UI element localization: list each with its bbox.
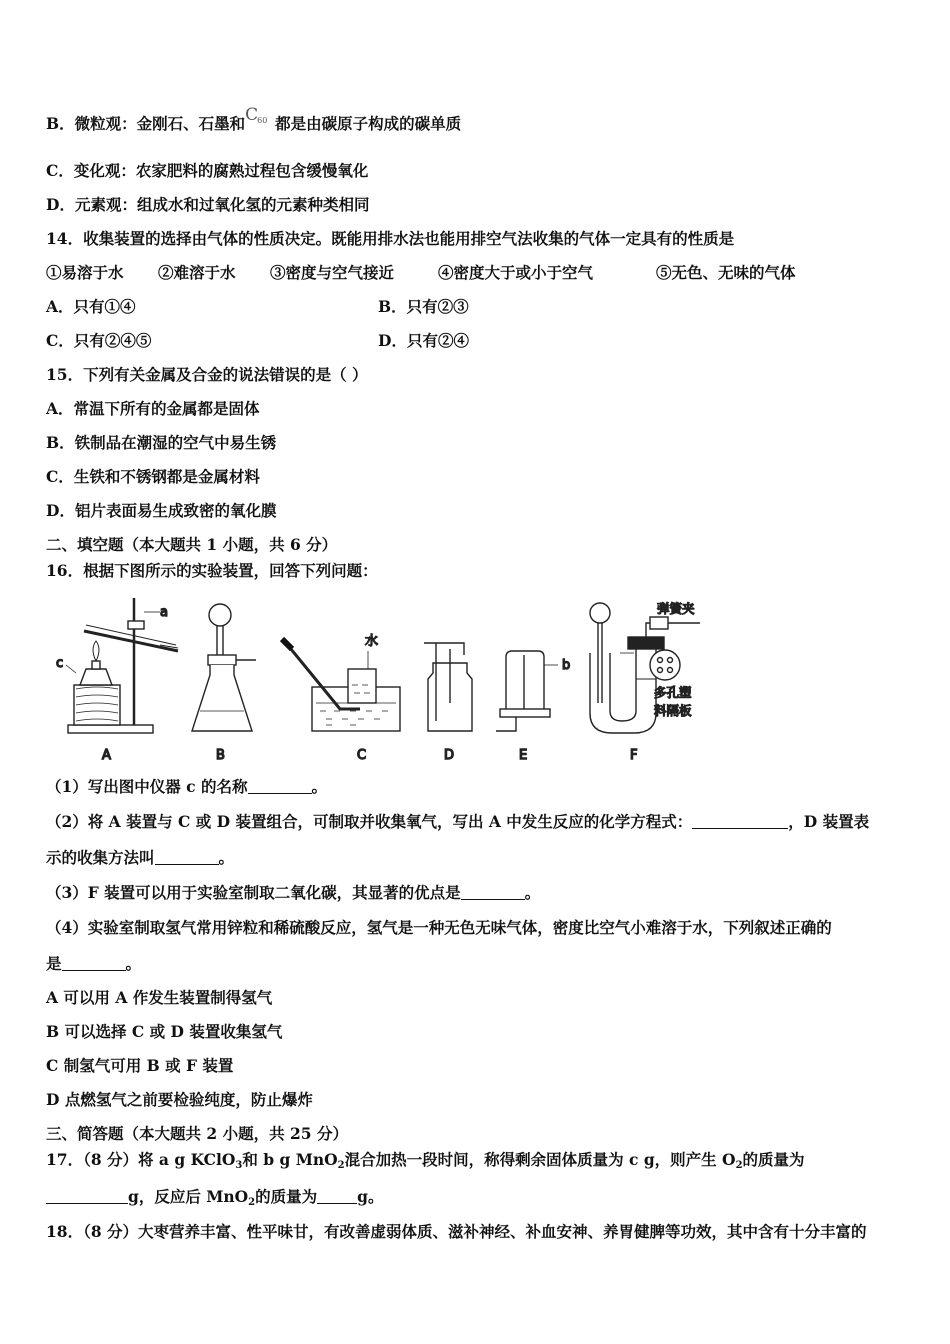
apparatus-d xyxy=(424,643,472,731)
label-b: B xyxy=(216,748,225,763)
answer-blank[interactable] xyxy=(155,850,219,865)
q16-part-3-end: 。 xyxy=(524,883,541,902)
q17-line-1 xyxy=(46,1152,805,1171)
answer-blank[interactable] xyxy=(248,779,312,794)
q16-part-2a-end: ，D 装置表 xyxy=(788,812,870,831)
q13-option-b xyxy=(46,105,462,133)
q17-text-7: g。 xyxy=(357,1187,384,1206)
q17-text-4: 的质量为 xyxy=(742,1150,805,1169)
q14-option-b: B．只有②③ xyxy=(378,297,469,316)
q14-prop-1: ①易溶于水 xyxy=(46,263,124,282)
q16-part-3 xyxy=(46,885,540,901)
q17-line-2 xyxy=(46,1189,384,1208)
q14-stem: 14．收集装置的选择由气体的性质决定。既能用排水法也能用排空气法收集的气体一定具有的性质是 xyxy=(46,229,735,248)
q15-option-c: C．生铁和不锈钢都是金属材料 xyxy=(46,467,260,486)
section-2-heading: 二、填空题（本大题共 1 小题，共 6 分） xyxy=(46,535,338,554)
q17-sub-2a: 2 xyxy=(337,1160,345,1171)
q16-option-c: C 制氢气可用 B 或 F 装置 xyxy=(46,1056,234,1075)
q16-part-2a-text: （2）将 A 装置与 C 或 D 装置组合，可制取并收集氧气，写出 A 中发生反应的化学方程式： xyxy=(46,812,693,831)
apparatus-c xyxy=(282,639,400,731)
q16-part-2a xyxy=(46,814,869,830)
q15-option-b: B．铁制品在潮湿的空气中易生锈 xyxy=(46,433,277,452)
label-e: E xyxy=(519,748,528,763)
q16-part-2b-end: 。 xyxy=(218,848,235,867)
q16-stem: 16．根据下图所示的实验装置，回答下列问题： xyxy=(46,561,378,580)
q16-part-1-end: 。 xyxy=(311,777,328,796)
q14-option-d: D．只有②④ xyxy=(378,331,469,350)
q17-text-6: 的质量为 xyxy=(255,1187,318,1206)
q16-option-d: D 点燃氢气之前要检验纯度，防止爆炸 xyxy=(46,1090,313,1109)
apparatus-b xyxy=(192,604,256,731)
q13-option-c: C．变化观：农家肥料的腐熟过程包含缓慢氧化 xyxy=(46,161,369,180)
c60-symbol: C xyxy=(245,105,259,125)
q16-part-4b-end: 。 xyxy=(125,954,142,973)
lab-apparatus-figure xyxy=(56,593,720,768)
q14-option-c: C．只有②④⑤ xyxy=(46,331,152,350)
q14-prop-2: ②难溶于水 xyxy=(158,263,236,282)
answer-blank[interactable] xyxy=(46,1189,128,1204)
q17-text-3: 混合加热一段时间，称得剩余固体质量为 c g，则产生 O xyxy=(344,1150,736,1169)
answer-blank[interactable] xyxy=(461,885,525,900)
answer-blank[interactable] xyxy=(692,814,788,829)
label-a: A xyxy=(102,748,111,763)
q17-sub-2b: 2 xyxy=(735,1160,743,1171)
q16-part-4b xyxy=(46,956,141,972)
q15-option-a: A．常温下所有的金属都是固体 xyxy=(46,399,260,418)
section-3-heading: 三、简答题（本大题共 2 小题，共 25 分） xyxy=(46,1124,348,1143)
q14-prop-5: ⑤无色、无味的气体 xyxy=(656,263,796,282)
q14-option-a: A．只有①④ xyxy=(46,297,136,316)
q16-part-4b-text: 是 xyxy=(46,954,62,973)
q17-text-2: 和 b g MnO xyxy=(242,1150,338,1169)
q16-option-a: A 可以用 A 作发生装置制得氢气 xyxy=(46,988,273,1007)
apparatus-e xyxy=(496,651,558,731)
q13-option-b-suffix: 都是由碳原子构成的碳单质 xyxy=(275,114,462,133)
q16-part-4a: （4）实验室制取氢气常用锌粒和稀硫酸反应，氢气是一种无色无味气体，密度比空气小难溶于水，下列叙述正确的 xyxy=(46,918,832,937)
label-mark-b: b xyxy=(562,658,571,673)
answer-blank[interactable] xyxy=(62,956,126,971)
q13-option-b-prefix: B．微粒观：金刚石、石墨和 xyxy=(46,114,246,133)
label-water: 水 xyxy=(365,634,379,649)
q16-part-2b xyxy=(46,850,234,866)
q16-part-3-text: （3）F 装置可以用于实验室制取二氧化碳，其显著的优点是 xyxy=(46,883,461,902)
label-mark-a: a xyxy=(160,605,168,620)
label-c: C xyxy=(357,748,367,763)
q14-prop-4: ④密度大于或小于空气 xyxy=(438,263,594,282)
q13-option-d: D．元素观：组成水和过氧化氢的元素种类相同 xyxy=(46,195,370,214)
label-f: F xyxy=(630,748,638,763)
c60-subscript: 60 xyxy=(257,116,268,125)
label-plate-line-2: 料隔板 xyxy=(654,703,692,718)
q18-stem: 18．（8 分）大枣营养丰富、性平味甘，有改善虚弱体质、滋补神经、补血安神、养胃健脾等功效，其中含有十分丰富的 xyxy=(46,1222,867,1241)
q16-part-1-text: （1）写出图中仪器 c 的名称 xyxy=(46,777,248,796)
label-d: D xyxy=(444,748,455,763)
label-mark-c: c xyxy=(56,656,64,671)
q16-option-b: B 可以选择 C 或 D 装置收集氢气 xyxy=(46,1022,283,1041)
q15-option-d: D．铝片表面易生成致密的氧化膜 xyxy=(46,501,277,520)
q16-part-1 xyxy=(46,779,327,795)
q17-text-5: g，反应后 MnO xyxy=(128,1187,249,1206)
q14-prop-3: ③密度与空气接近 xyxy=(270,263,395,282)
answer-blank[interactable] xyxy=(317,1189,357,1204)
q16-part-2b-text: 示的收集方法叫 xyxy=(46,848,155,867)
label-spring-clip: 弹簧夹 xyxy=(657,601,695,616)
label-plate-line-1: 多孔塑 xyxy=(654,685,692,700)
q15-stem: 15．下列有关金属及合金的说法错误的是（ ） xyxy=(46,365,368,384)
q17-text-1: 17．（8 分）将 a g KClO xyxy=(46,1150,236,1169)
q17-sub-2c: 2 xyxy=(248,1197,256,1208)
q17-sub-3: 3 xyxy=(235,1160,243,1171)
